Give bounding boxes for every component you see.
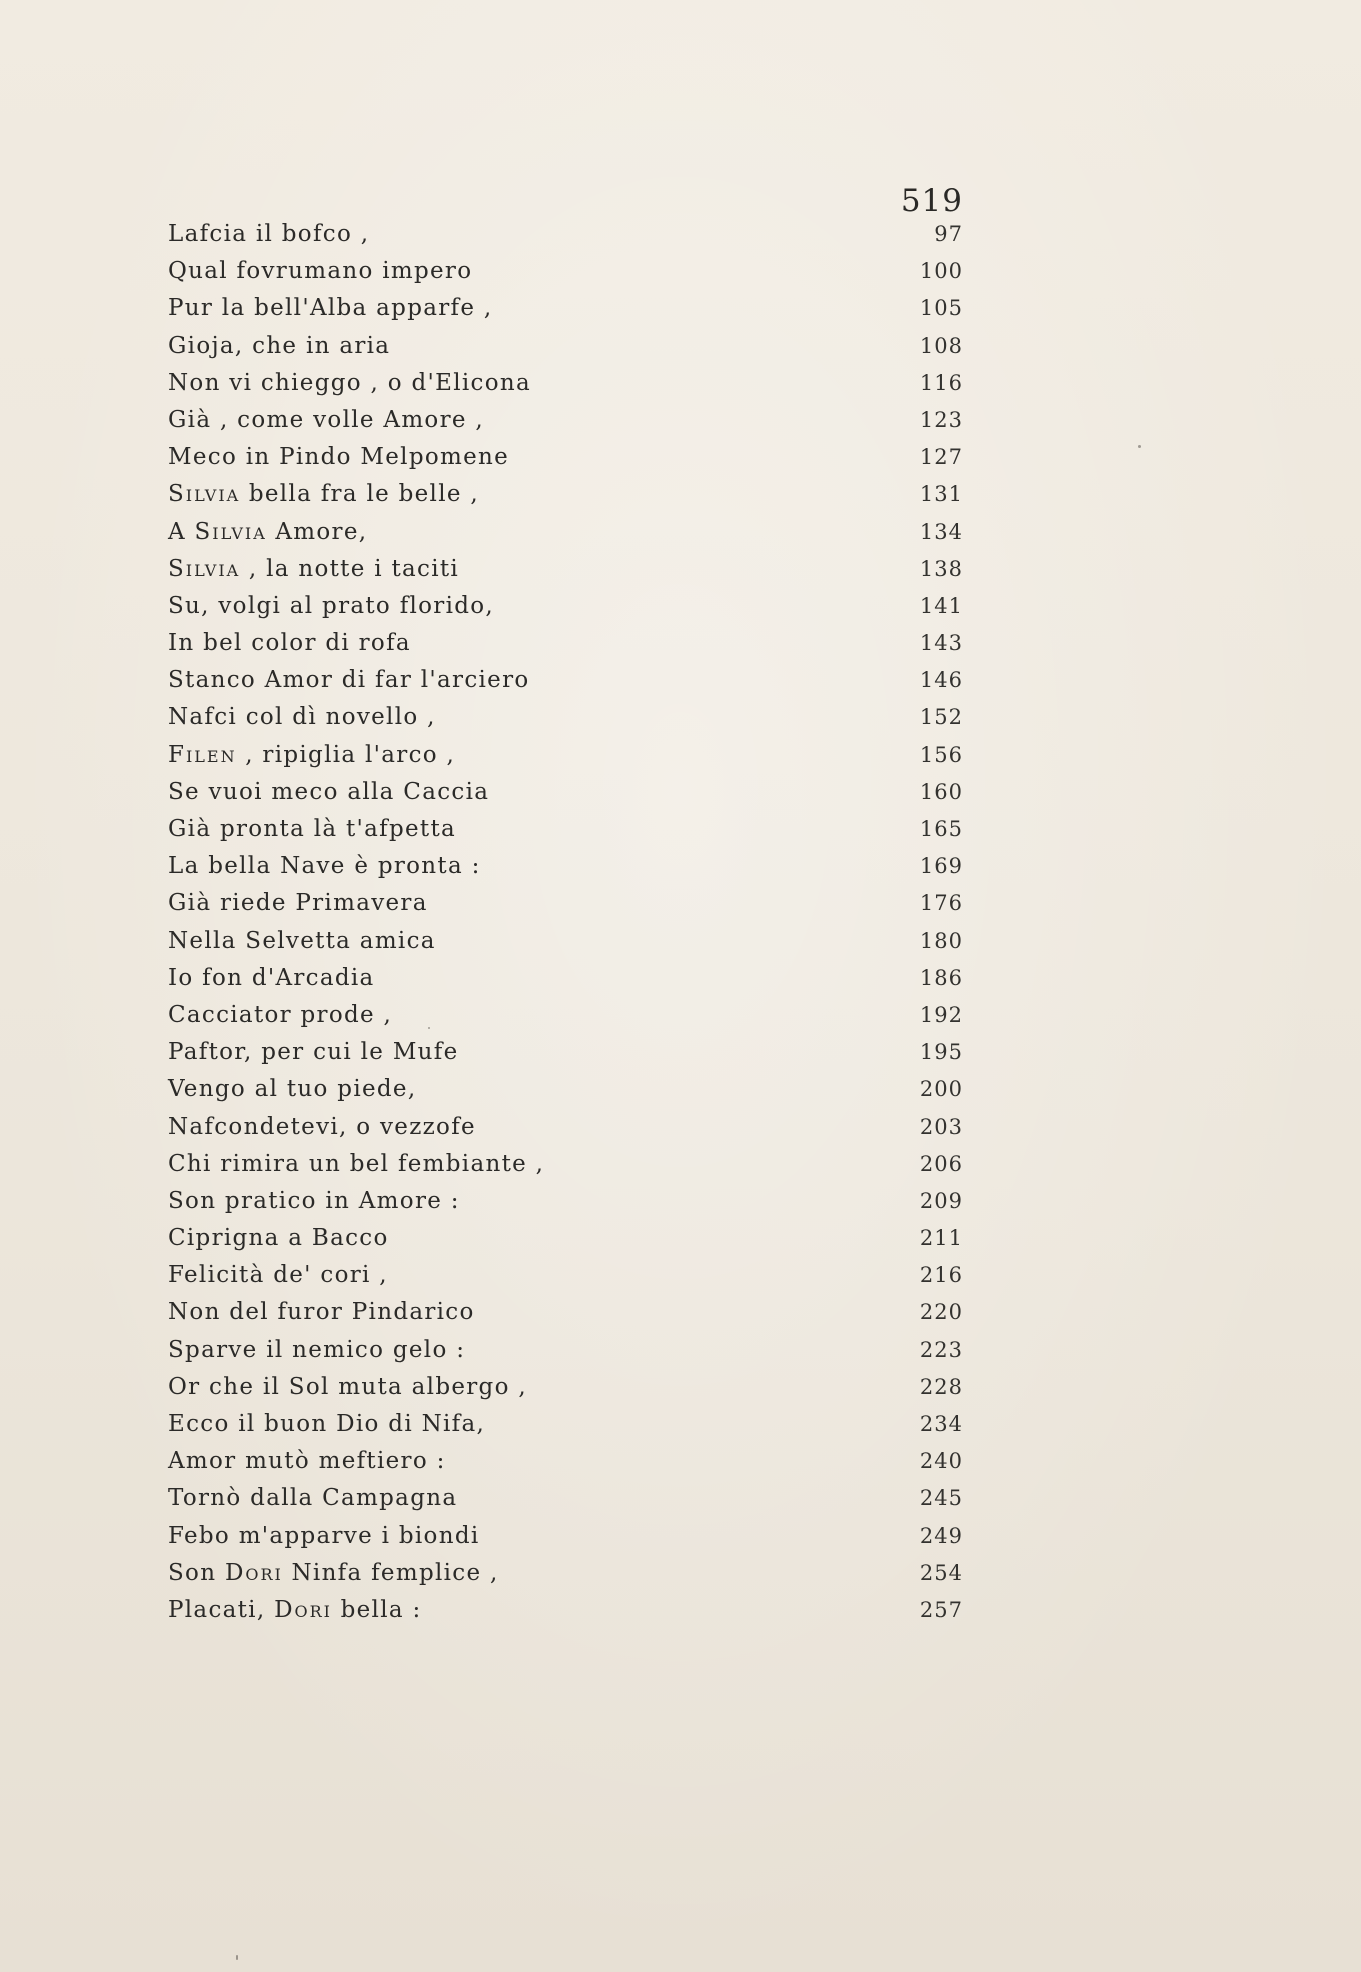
entry-title-text: Or che il Sol muta albergo , [168, 1373, 527, 1400]
entry-title-text: Gioja, che in aria [168, 332, 391, 359]
entry-page-number: 200 [919, 1077, 963, 1102]
entry-page-number: 165 [919, 817, 963, 841]
index-entry [168, 1034, 963, 1071]
entry-title-text: Io fon d'Arcadia [168, 964, 375, 991]
entry-page-number: 131 [919, 482, 963, 507]
index-entry [168, 885, 963, 922]
index-entry [168, 476, 963, 513]
index-entry [168, 960, 963, 997]
entry-title [168, 439, 509, 476]
entry-title [168, 365, 531, 402]
entry-title [168, 960, 375, 997]
entry-title [168, 1294, 475, 1331]
entry-title [168, 1518, 480, 1555]
entry-title [168, 1369, 527, 1406]
entry-title [168, 253, 472, 290]
entry-title [168, 699, 436, 736]
index-entry [168, 1406, 963, 1443]
entry-title [168, 811, 456, 848]
entry-title [168, 290, 492, 327]
entry-title-text: Ecco il buon Dio di Nifa, [168, 1411, 486, 1437]
entry-title-text: Sparve il nemico gelo : [168, 1336, 466, 1363]
entry-title-text: Non vi chieggo , o d'Elicona [168, 369, 532, 396]
entry-title [168, 885, 428, 922]
entry-title-text: Nella Selvetta amica [168, 927, 436, 954]
index-entry [168, 1071, 963, 1108]
index-entry [168, 1518, 963, 1555]
entry-title-text: A [168, 518, 195, 545]
entry-title [168, 1034, 459, 1071]
entry-page-number: 245 [919, 1486, 963, 1511]
entry-title-name: Dori [224, 1559, 283, 1586]
entry-page-number: 180 [919, 928, 963, 953]
index-entry [168, 1294, 963, 1331]
entry-title-text: Chi rimira un bel fembiante , [168, 1150, 545, 1177]
index-entry [168, 774, 963, 811]
entry-title [168, 1592, 422, 1629]
entry-page-number: 146 [919, 668, 963, 693]
index-entry [168, 439, 963, 476]
entry-title-text: bella : [332, 1596, 422, 1623]
entry-title-text: Ninfa femplice , [282, 1559, 499, 1586]
entry-page-number: 195 [919, 1040, 963, 1065]
index-entry [168, 1220, 963, 1257]
index-entry [168, 811, 963, 848]
entry-page-number: 100 [919, 259, 963, 284]
index-entry [168, 514, 963, 551]
entry-title-text: Amore, [266, 518, 368, 545]
entry-title [168, 402, 484, 439]
entry-title-text: Lafcia il bofco , [168, 221, 370, 247]
index-entry [168, 1555, 963, 1592]
index-entry [168, 737, 963, 774]
entry-page-number: 209 [919, 1188, 963, 1213]
entry-title [168, 328, 390, 365]
entry-page-number: 160 [919, 779, 963, 804]
entry-title-text: Son pratico in Amore : [168, 1187, 460, 1214]
index-entry [168, 1109, 963, 1146]
index-entry [168, 1369, 963, 1406]
entry-title-text: , ripiglia l'arco , [236, 741, 456, 768]
entry-title [168, 476, 479, 513]
index-entry [168, 1592, 963, 1629]
entry-page-number: 143 [919, 631, 963, 656]
entry-title-text: Placati, [168, 1596, 275, 1623]
entry-title [168, 923, 436, 960]
entry-page-number: 211 [919, 1226, 963, 1251]
entry-title-text: Son [168, 1559, 225, 1586]
entry-page-number: 105 [919, 296, 963, 321]
index-entry [168, 551, 963, 588]
entry-title [168, 625, 411, 662]
entry-page-number: 141 [919, 593, 963, 618]
entry-title-text: Paftor, per cui le Mufe [168, 1039, 459, 1066]
entry-page-number: 192 [919, 1002, 963, 1027]
entry-title-text: bella fra le belle , [240, 481, 480, 508]
entry-title-text: Cacciator prode , [168, 1001, 393, 1028]
page-number: 519 [900, 183, 963, 219]
entry-title-text: Già pronta là t'afpetta [168, 816, 456, 842]
entry-page-number: 216 [919, 1263, 963, 1288]
entry-title-text: Stanco Amor di far l'arciero [168, 667, 530, 694]
entry-title-text: Già riede Primavera [168, 890, 428, 917]
entry-page-number: 152 [919, 705, 963, 730]
entry-title [168, 1071, 416, 1108]
index-entry [168, 923, 963, 960]
entry-title-text: Amor mutò meftiero : [168, 1448, 446, 1475]
entry-title [168, 551, 459, 588]
entry-title [168, 588, 494, 625]
entry-page-number: 134 [919, 519, 963, 544]
index-entry [168, 1443, 963, 1480]
entry-title-text: Ciprigna a Bacco [168, 1225, 389, 1252]
index-entry [168, 625, 963, 662]
entry-title [168, 1332, 465, 1369]
entry-page-number: 254 [919, 1560, 963, 1585]
entry-title [168, 774, 489, 811]
entry-page-number: 223 [919, 1337, 963, 1362]
paper-speck [428, 1027, 430, 1029]
entry-title [168, 997, 392, 1034]
entry-page-number: 186 [919, 965, 963, 990]
entry-title-text: Vengo al tuo piede, [168, 1076, 417, 1103]
entry-title-text: Nafcondetevi, o vezzofe [168, 1113, 476, 1140]
entry-page-number: 240 [919, 1449, 963, 1474]
entry-page-number: 203 [919, 1114, 963, 1139]
paper-speck [236, 1955, 238, 1960]
entry-page-number: 138 [919, 556, 963, 581]
entry-page-number: 220 [919, 1300, 963, 1325]
entry-title [168, 662, 530, 699]
entry-title-text: Non del furor Pindarico [168, 1299, 475, 1326]
index-entry [168, 1480, 963, 1517]
entry-page-number: 127 [919, 445, 963, 470]
entry-page-number: 234 [919, 1412, 963, 1436]
entry-title [168, 1443, 446, 1480]
entry-title [168, 1109, 476, 1146]
entry-title [168, 1555, 499, 1592]
entry-title [168, 848, 481, 885]
entry-title-text: Nafci col dì novello , [168, 704, 436, 731]
entry-title-text: Qual fovrumano impero [168, 258, 473, 285]
index-entry [168, 328, 963, 365]
entry-page-number: 169 [919, 854, 963, 879]
entry-title-text: Pur la bell'Alba apparfe , [168, 295, 493, 322]
entry-title-text: La bella Nave è pronta : [168, 853, 481, 880]
entry-title-text: , la notte i taciti [240, 555, 460, 582]
index-entry [168, 1332, 963, 1369]
entry-title [168, 1257, 388, 1294]
entry-page-number: 156 [919, 742, 963, 767]
entry-page-number: 176 [919, 891, 963, 916]
entry-title [168, 1146, 544, 1183]
entry-title [168, 514, 367, 551]
entry-title-name: Filen [168, 741, 237, 768]
entry-title-text: Già , come volle Amore , [168, 406, 485, 433]
entry-title [168, 216, 369, 253]
entry-title-text: Felicità de' cori , [168, 1262, 388, 1289]
entry-page-number: 97 [934, 222, 963, 246]
entry-title-text: Tornò dalla Campagna [168, 1485, 458, 1512]
index-entry [168, 848, 963, 885]
entry-title-text: Febo m'apparve i biondi [168, 1522, 480, 1549]
entry-title-text: In bel color di rofa [168, 630, 411, 657]
entry-title-text: Meco in Pindo Melpomene [168, 444, 510, 471]
entry-title-name: Silvia [194, 518, 267, 545]
entry-title [168, 1406, 485, 1443]
index-entry [168, 699, 963, 736]
entry-title-text: Se vuoi meco alla Caccia [168, 778, 490, 805]
index-entry [168, 365, 963, 402]
index-entry [168, 216, 963, 253]
entry-page-number: 249 [919, 1523, 963, 1548]
index-entry [168, 1146, 963, 1183]
entry-page-number: 206 [919, 1151, 963, 1176]
entry-page-number: 108 [919, 333, 963, 358]
entry-title [168, 1220, 389, 1257]
entry-page-number: 116 [919, 370, 963, 395]
index-entry [168, 588, 963, 625]
entry-page-number: 228 [919, 1374, 963, 1399]
index-entry [168, 1257, 963, 1294]
entry-page-number: 123 [919, 407, 963, 432]
entry-page-number: 257 [919, 1597, 963, 1622]
entry-title-name: Silvia [168, 481, 241, 508]
index-entry [168, 997, 963, 1034]
index-entry [168, 1183, 963, 1220]
entry-title-name: Silvia [168, 555, 241, 582]
entry-title [168, 1480, 457, 1517]
index-entry [168, 662, 963, 699]
index-entry [168, 402, 963, 439]
index-entry [168, 253, 963, 290]
entry-title [168, 1183, 460, 1220]
entry-title-name: Dori [274, 1596, 332, 1623]
index-list [168, 216, 963, 1629]
entry-title-text: Su, volgi al prato florido, [168, 592, 495, 619]
index-entry [168, 290, 963, 327]
paper-speck [1138, 445, 1141, 448]
entry-title [168, 737, 455, 774]
